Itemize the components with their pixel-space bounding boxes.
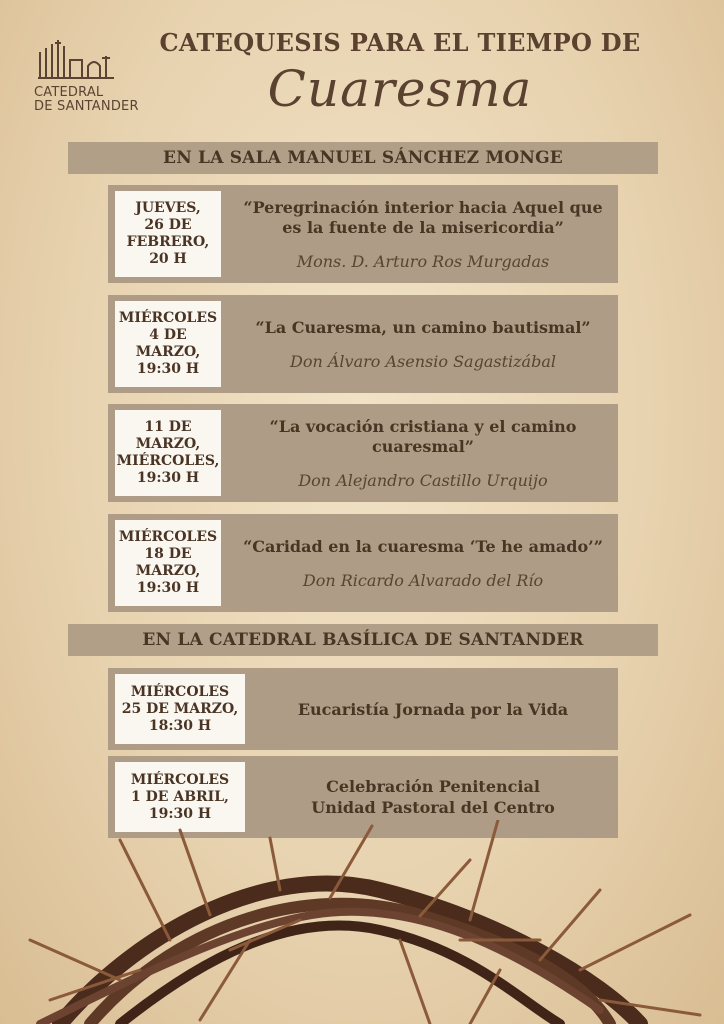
- session-date: MIÉRCOLES 4 DE MARZO, 19:30 H: [115, 301, 221, 387]
- session-title: “La vocación cristiana y el camino cuaresmal”: [269, 416, 577, 456]
- logo-line-2: DE SANTANDER: [34, 99, 139, 114]
- session-date: MIÉRCOLES 18 DE MARZO, 19:30 H: [115, 520, 221, 606]
- session-speaker: Don Álvaro Asensio Sagastizábal: [290, 351, 556, 371]
- session-date: JUEVES, 26 DE FEBRERO, 20 H: [115, 191, 221, 277]
- session-speaker: Don Ricardo Alvarado del Río: [302, 570, 544, 590]
- logo-line-1: CATEDRAL: [34, 85, 104, 100]
- session-speaker: Don Alejandro Castillo Urquijo: [298, 470, 548, 490]
- session-row: [108, 185, 618, 283]
- section-heading-sala: EN LA SALA MANUEL SÁNCHEZ MONGE: [68, 142, 658, 174]
- cathedral-icon: [36, 36, 116, 80]
- page-subtitle: Cuaresma: [267, 60, 533, 118]
- cathedral-logo: [34, 36, 156, 114]
- event-title: Celebración Penitencial Unidad Pastoral del Centro: [311, 777, 555, 817]
- event-row: [108, 668, 618, 750]
- page-title: CATEQUESIS PARA EL TIEMPO DE: [159, 28, 641, 57]
- session-title: “Peregrinación interior hacia Aquel que es la fuente de la misericordia”: [243, 197, 603, 237]
- session-title: “Caridad en la cuaresma ‘Te he amado’”: [243, 536, 603, 556]
- session-date: 11 DE MARZO, MIÉRCOLES, 19:30 H: [115, 410, 221, 496]
- session-row: [108, 514, 618, 612]
- section-heading-catedral: EN LA CATEDRAL BASÍLICA DE SANTANDER: [68, 624, 658, 656]
- event-date: MIÉRCOLES 1 DE ABRIL, 19:30 H: [115, 762, 245, 832]
- session-title: “La Cuaresma, un camino bautismal”: [255, 317, 591, 337]
- session-row: [108, 404, 618, 502]
- crown-of-thorns-icon: [0, 820, 724, 1024]
- session-speaker: Mons. D. Arturo Ros Murgadas: [296, 251, 550, 271]
- session-row: [108, 295, 618, 393]
- event-title: Eucaristía Jornada por la Vida: [297, 699, 569, 719]
- event-date: MIÉRCOLES 25 DE MARZO, 18:30 H: [115, 674, 245, 744]
